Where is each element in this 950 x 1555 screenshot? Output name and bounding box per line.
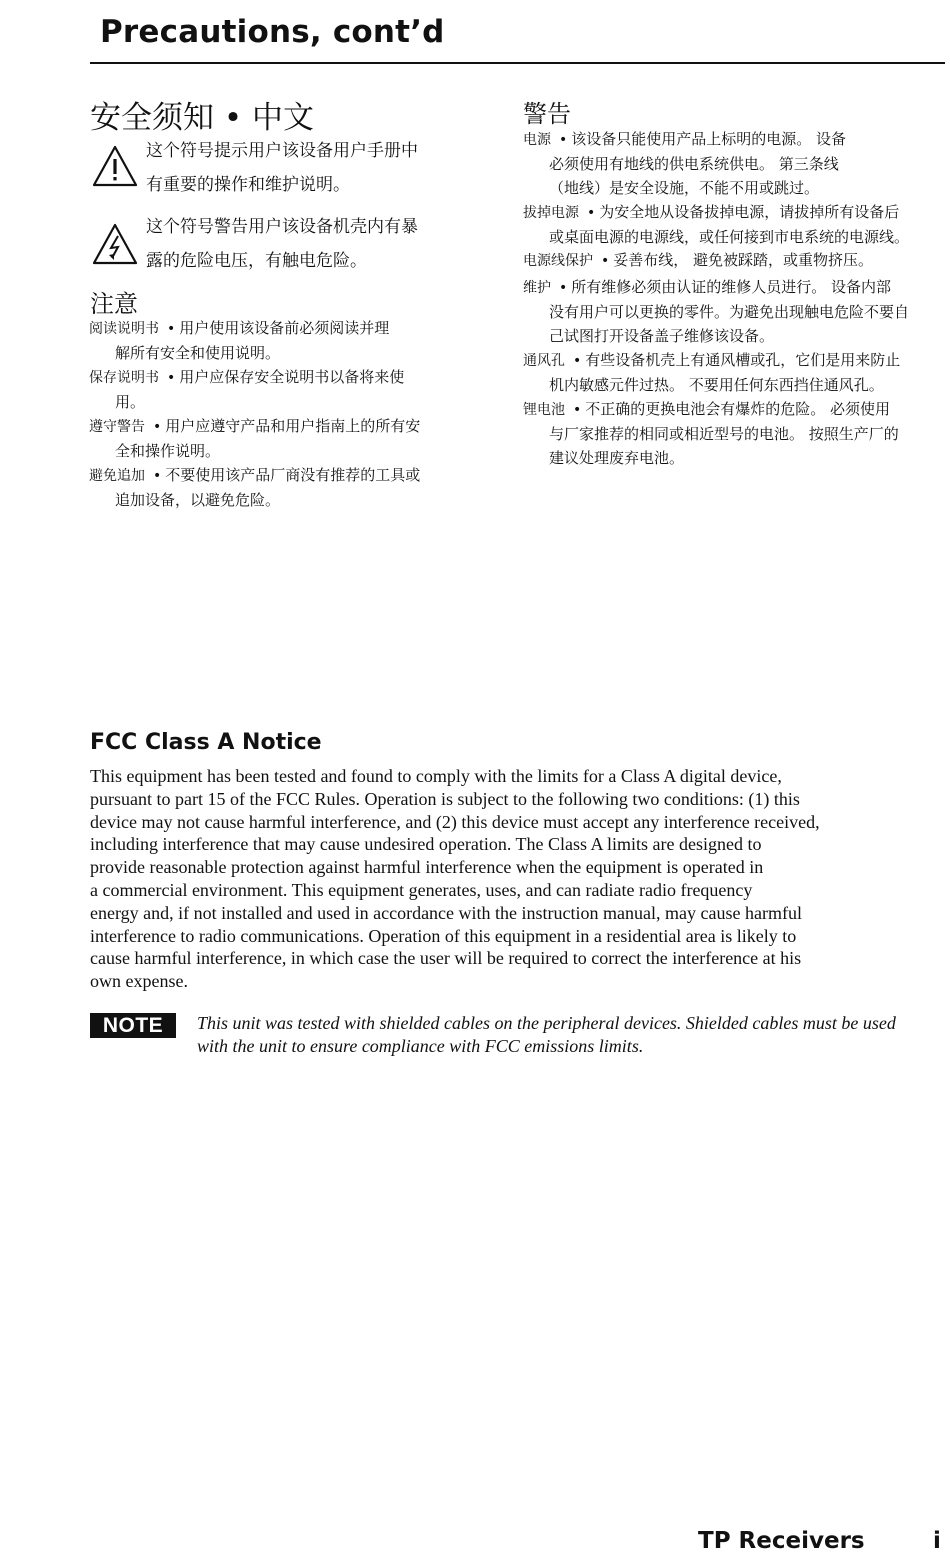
fcc-line: interference to radio communications. Operation of this equipment in a residential area is likely to (90, 925, 797, 946)
warning-item-line3: （地线）是安全设施，不能不用或跳过。 (549, 179, 820, 197)
caution-item-line2: 全和操作说明。 (115, 442, 221, 460)
caution-item-line1: 用户使用该设备前必须阅读并理 (179, 319, 390, 337)
fcc-line: device may not cause harmful interference, and (2) this device must accept any interference received, (90, 811, 820, 832)
warning-item-line1: 为安全地从设备拔掉电源，请拔掉所有设备后 (599, 203, 900, 221)
lightning-triangle-icon (92, 222, 138, 266)
symbol-row-lightning (90, 214, 470, 284)
symbol-lightning-line1: 这个符号警告用户该设备机壳内有暴 (146, 217, 418, 237)
caution-item-line2: 用。 (115, 393, 146, 411)
caution-item-read-instructions: 阅读说明书 • 用户使用该设备前必须阅读并理 解所有安全和使用说明。 (89, 316, 461, 365)
warning-item-lithium-battery: 锂电池 • 不正确的更换电池会有爆炸的危险。 必须使用 与厂家推荐的相同或相近型号的电池。 按照生产厂的 建议处理废弃电池。 (523, 397, 943, 470)
warning-item-term: 锂电池 (523, 402, 565, 418)
caution-item-term: 避免追加 (89, 468, 145, 484)
symbol-exclamation-line1: 这个符号提示用户该设备用户手册中 (146, 141, 418, 161)
fcc-line: a commercial environment. This equipment generates, uses, and can radiate radio frequency (90, 879, 753, 900)
fcc-line: energy and, if not installed and used in accordance with the instruction manual, may cause harmful (90, 902, 802, 923)
warning-item-line1: 妥善布线， 避免被踩踏，或重物挤压。 (613, 251, 874, 269)
warning-item-line3: 己试图打开设备盖子维修该设备。 (549, 327, 775, 345)
warning-heading: 警告 (523, 100, 571, 128)
caution-item-avoid-attachments: 避免追加 • 不要使用该产品厂商没有推荐的工具或 追加设备，以避免危险。 (89, 463, 461, 512)
caution-item-heed-warnings: 遵守警告 • 用户应遵守产品和用户指南上的所有安 全和操作说明。 (89, 414, 461, 463)
fcc-line: own expense. (90, 971, 188, 992)
fcc-body (90, 765, 942, 993)
caution-item-line2: 追加设备，以避免危险。 (115, 491, 281, 509)
fcc-line: cause harmful interference, in which case the user will be required to correct the interference at his (90, 948, 802, 969)
warning-item-term: 通风孔 (523, 353, 565, 369)
symbol-lightning-line2: 露的危险电压，有触电危险。 (146, 251, 367, 271)
fcc-line: provide reasonable protection against harmful interference when the equipment is operated in (90, 857, 764, 878)
warning-item-power: 电源 • 该设备只能使用产品上标明的电源。 设备 必须使用有地线的供电系统供电。 第三条线 （地线）是安全设施，不能不用或跳过。 (523, 127, 943, 200)
warning-item-cord-protection: 电源线保护 • 妥善布线， 避免被踩踏，或重物挤压。 (523, 251, 874, 269)
warning-item-ventilation: 通风孔 • 有些设备机壳上有通风槽或孔，它们是用来防止 机内敏感元件过热。 不要用任何东西挡住通风孔。 (523, 348, 943, 397)
warning-item-servicing: 维护 • 所有维修必须由认证的维修人员进行。 设备内部 没有用户可以更换的零件。为避免出现触电危险不要自 己试图打开设备盖子维修该设备。 (523, 275, 943, 348)
warning-item-line2: 与厂家推荐的相同或相近型号的电池。 按照生产厂的 (549, 425, 899, 443)
page-title: Precautions, cont’d (100, 14, 445, 50)
note-text (197, 1012, 942, 1058)
chinese-safety-heading: 安全须知 • 中文 (90, 100, 314, 136)
caution-item-term: 遵守警告 (89, 419, 145, 435)
warning-item-line1: 有些设备机壳上有通风槽或孔，它们是用来防止 (585, 351, 901, 369)
caution-item-term: 阅读说明书 (89, 321, 159, 337)
warning-item-term: 电源 (523, 132, 551, 148)
warning-item-term: 电源线保护 (523, 253, 593, 269)
fcc-line: pursuant to part 15 of the FCC Rules. Operation is subject to the following two conditions: (1) this (90, 788, 800, 809)
warning-item-line2: 机内敏感元件过热。 不要用任何东西挡住通风孔。 (549, 376, 884, 394)
title-divider (90, 62, 945, 64)
symbol-row-exclamation (90, 138, 470, 208)
warning-item-line2: 没有用户可以更换的零件。为避免出现触电危险不要自 (549, 303, 910, 321)
footer-page-number: i (933, 1528, 941, 1554)
warning-item-line1: 该设备只能使用产品上标明的电源。 设备 (571, 130, 847, 148)
fcc-line: This equipment has been tested and found to comply with the limits for a Class A digital device, (90, 766, 782, 786)
warning-item-term: 拔掉电源 (523, 205, 579, 221)
footer-product-name: TP Receivers (698, 1528, 865, 1554)
warning-item-line2: 或桌面电源的电源线，或任何接到市电系统的电源线。 (549, 228, 910, 246)
warning-item-disconnect: 拔掉电源 • 为安全地从设备拔掉电源，请拔掉所有设备后 或桌面电源的电源线，或任何接到市电系统的电源线。 (523, 200, 943, 249)
note-line: This unit was tested with shielded cables on the peripheral devices. Shielded cables must be used (197, 1013, 896, 1033)
caution-heading: 注意 (90, 290, 138, 318)
warning-item-line3: 建议处理废弃电池。 (549, 449, 685, 467)
warning-item-line1: 不正确的更换电池会有爆炸的危险。 必须使用 (585, 400, 891, 418)
note-line: with the unit to ensure compliance with FCC emissions limits. (197, 1036, 644, 1056)
caution-item-line1: 用户应保存安全说明书以备将来使 (179, 368, 405, 386)
caution-item-line1: 不要使用该产品厂商没有推荐的工具或 (165, 466, 421, 484)
caution-item-line1: 用户应遵守产品和用户指南上的所有安 (165, 417, 421, 435)
exclamation-triangle-icon (92, 144, 138, 188)
symbol-exclamation-line2: 有重要的操作和维护说明。 (146, 175, 350, 195)
warning-item-term: 维护 (523, 280, 551, 296)
note-badge: NOTE (90, 1013, 176, 1038)
caution-item-line2: 解所有安全和使用说明。 (115, 344, 281, 362)
warning-item-line1: 所有维修必须由认证的维修人员进行。 设备内部 (571, 278, 892, 296)
fcc-line: including interference that may cause undesired operation. The Class A limits are designed to (90, 834, 762, 855)
caution-item-term: 保存说明书 (89, 370, 159, 386)
fcc-heading: FCC Class A Notice (90, 730, 322, 755)
warning-item-line2: 必须使用有地线的供电系统供电。 第三条线 (549, 155, 839, 173)
caution-item-keep-instructions: 保存说明书 • 用户应保存安全说明书以备将来使 用。 (89, 365, 461, 414)
